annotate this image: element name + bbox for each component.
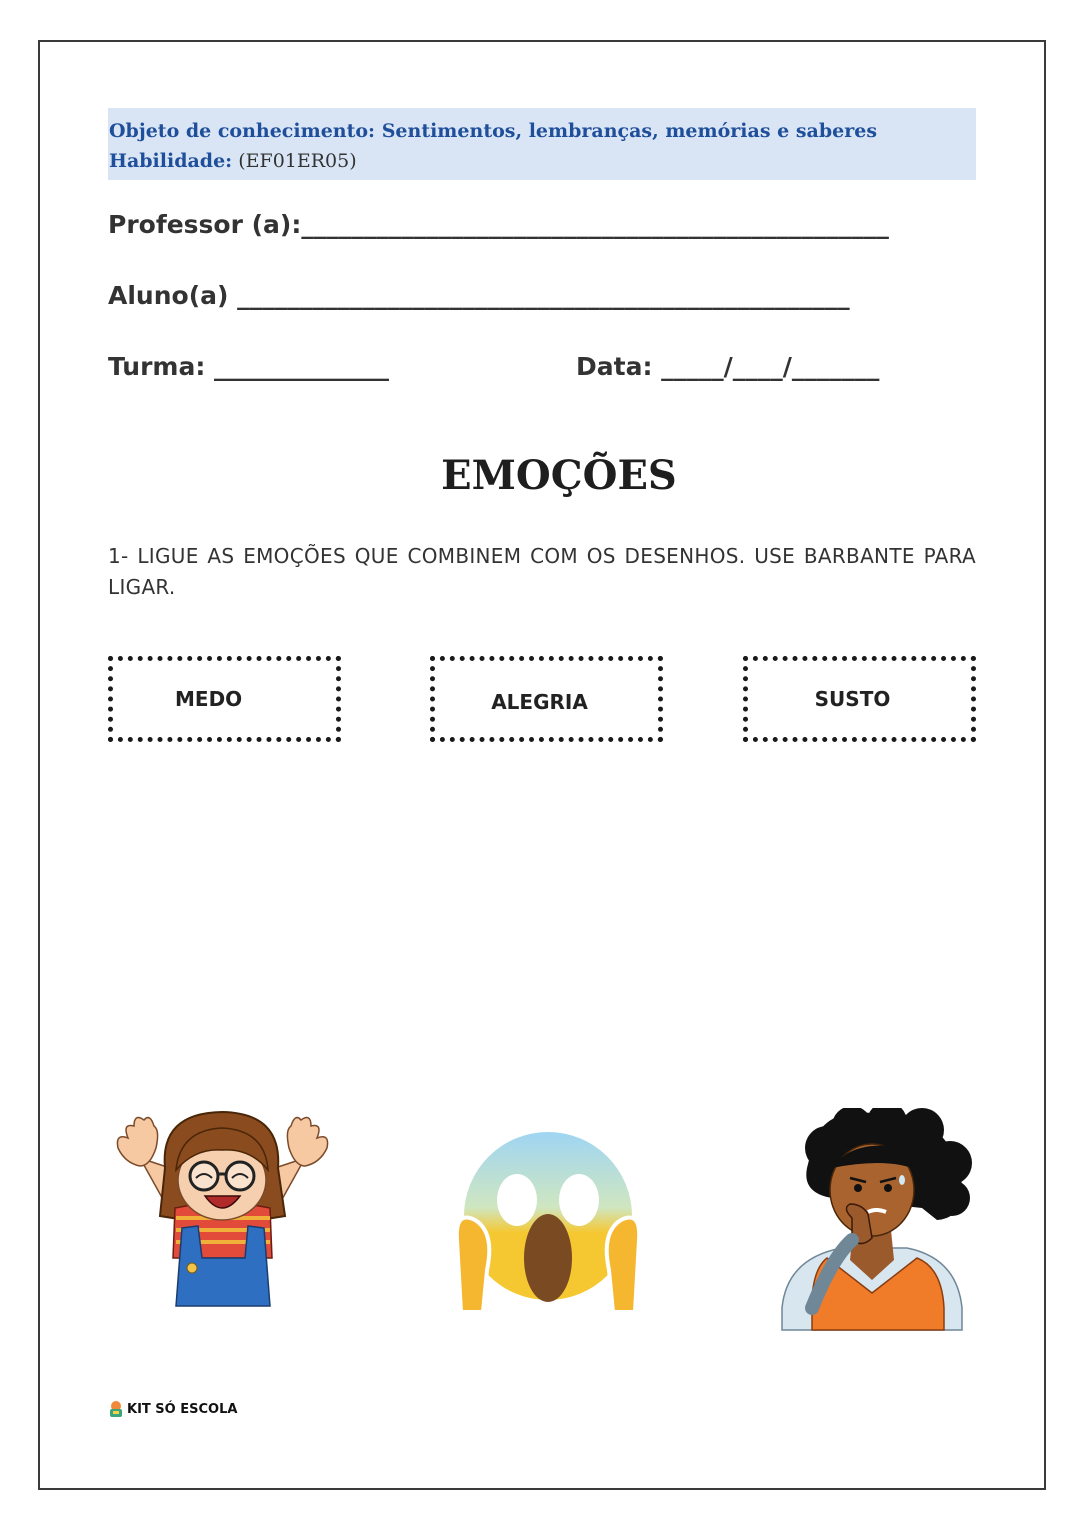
objeto-value: Sentimentos, lembranças, memórias e saberes: [375, 120, 878, 142]
happy-child-illustration[interactable]: [110, 1108, 335, 1312]
brand-logo: [108, 1400, 237, 1418]
school-kit-icon: [108, 1400, 124, 1418]
aluno-field[interactable]: Aluno(a) _________________________________________________: [108, 281, 850, 310]
nervous-woman-illustration[interactable]: [772, 1108, 972, 1333]
professor-field[interactable]: Professor (a):_______________________________________________: [108, 210, 889, 239]
emotion-box-susto[interactable]: [743, 656, 976, 742]
screaming-face-emoji[interactable]: [455, 1130, 641, 1316]
emotion-box-alegria[interactable]: [430, 656, 663, 742]
habilidade-value: (EF01ER05): [232, 150, 357, 172]
data-field[interactable]: Data: _____/____/_______: [576, 352, 880, 381]
habilidade-line: [109, 146, 976, 176]
objeto-label: Objeto de conhecimento:: [109, 120, 376, 142]
emotion-label: MEDO: [175, 687, 243, 711]
page-title: EMOÇÕES: [441, 452, 677, 499]
emotion-label: SUSTO: [814, 687, 891, 711]
objeto-line: [109, 116, 976, 146]
emotion-label: ALEGRIA: [491, 690, 588, 714]
turma-field[interactable]: Turma: ______________: [108, 352, 390, 381]
brand-name: KIT SÓ ESCOLA: [127, 1401, 238, 1417]
emotion-box-medo[interactable]: [108, 656, 341, 742]
habilidade-label: Habilidade:: [109, 150, 233, 172]
instruction-text: 1- LIGUE AS EMOÇÕES QUE COMBINEM COM OS DESENHOS. USE BARBANTE PARA LIGAR.: [108, 544, 976, 599]
curriculum-header: [108, 108, 976, 180]
